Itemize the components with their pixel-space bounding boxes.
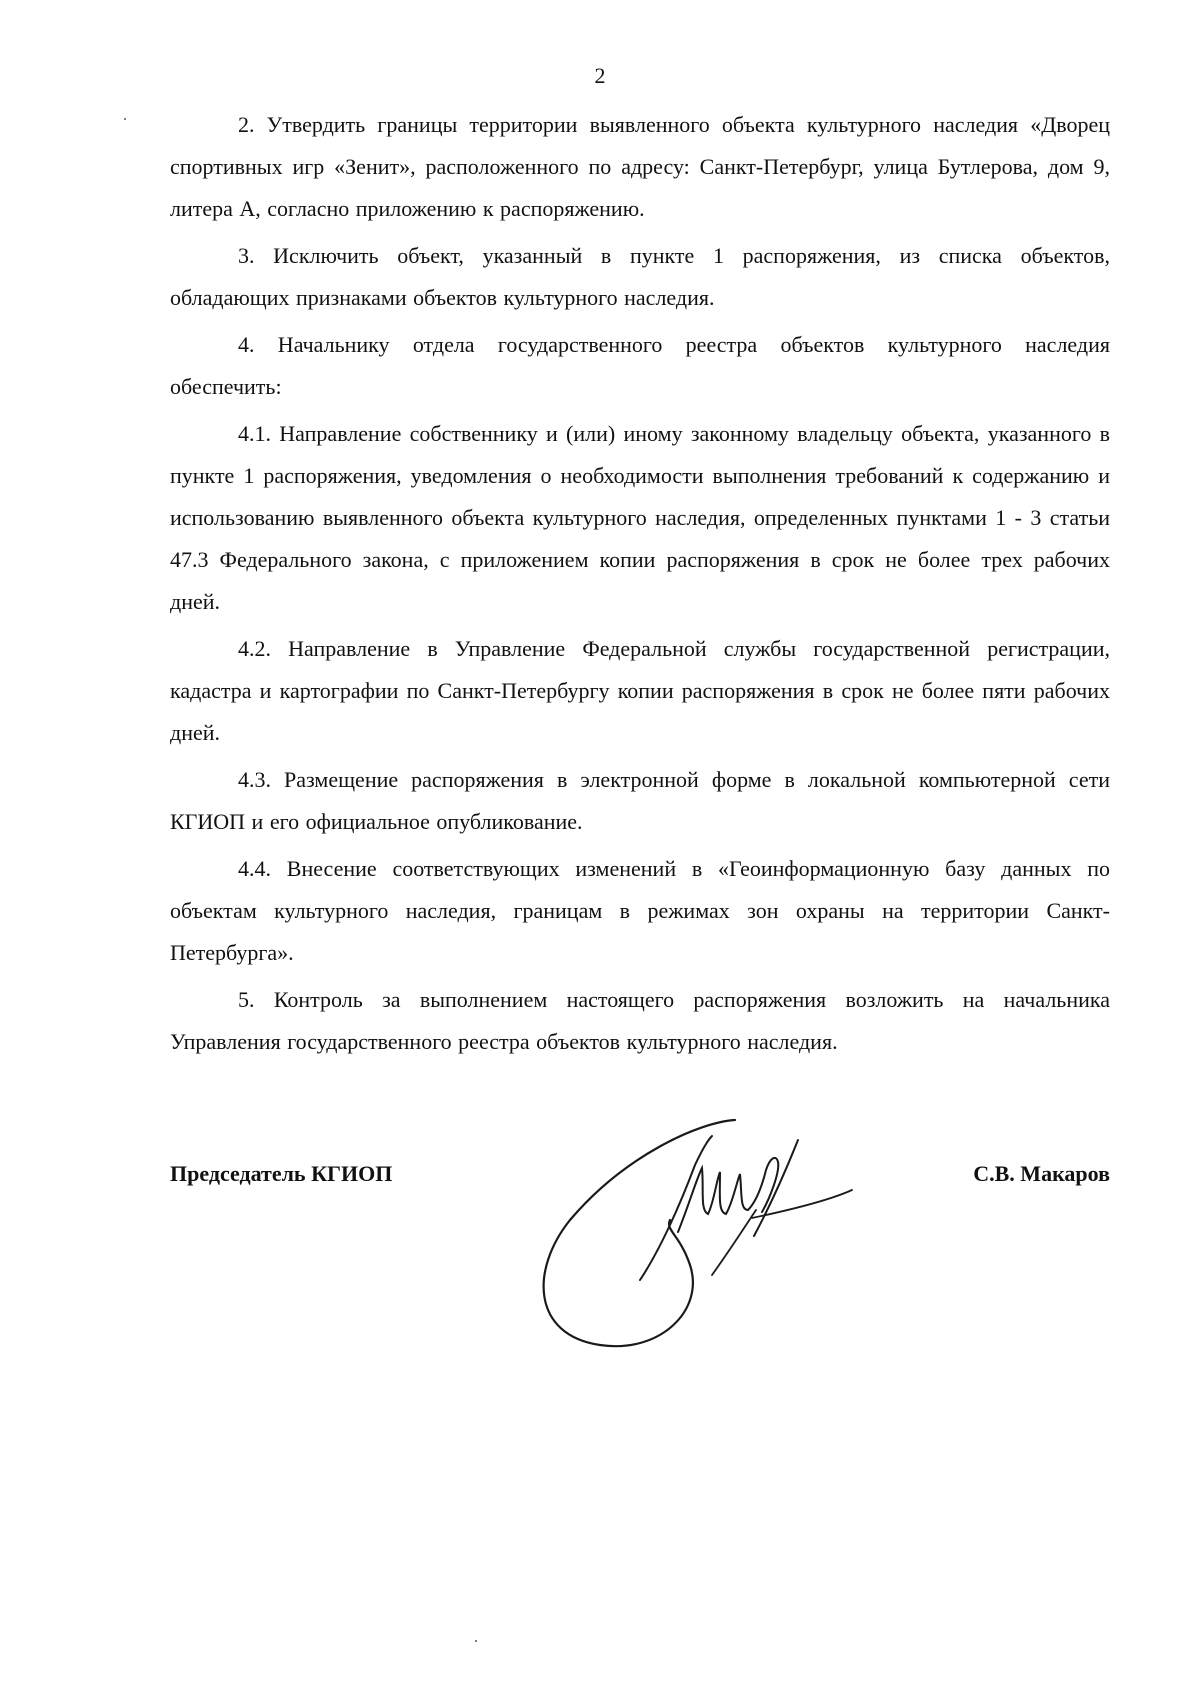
- scan-speck: [475, 1640, 477, 1642]
- signer-title: Председатель КГИОП: [170, 1161, 393, 1186]
- document-body: [170, 104, 1110, 1068]
- page-number: 2: [594, 63, 606, 88]
- paragraph-5: 5. Контроль за выполнением настоящего распоряжения возложить на начальника Управления государственного реестра объектов культурного наследия.: [170, 987, 1110, 1054]
- paragraph-3: 3. Исключить объект, указанный в пункте 1 распоряжения, из списка объектов, обладающих признаками объектов культурного наследия.: [170, 243, 1110, 310]
- paragraph-4: 4. Начальнику отдела государственного реестра объектов культурного наследия обеспечить:: [170, 332, 1110, 399]
- paragraph-4-1: 4.1. Направление собственнику и (или) иному законному владельцу объекта, указанного в пункте 1 распоряжения, уведомления о необходимости выполнения требований к содержанию и использованию выявленного объекта культурного наследия, определенных пунктами 1 - 3 статьи 47.3 Федерального закона, с приложением копии распоряжения в срок не более трех рабочих дней.: [170, 421, 1110, 614]
- paragraph-2: 2. Утвердить границы территории выявленного объекта культурного наследия «Дворец спортивных игр «Зенит», расположенного по адресу: Санкт-Петербург, улица Бутлерова, дом 9, литера А, согласно приложению к распоряжению.: [170, 112, 1110, 221]
- paragraph-4-2: 4.2. Направление в Управление Федеральной службы государственной регистрации, кадастра и картографии по Санкт-Петербургу копии распоряжения в срок не более пяти рабочих дней.: [170, 636, 1110, 745]
- paragraph-4-4: 4.4. Внесение соответствующих изменений в «Геоинформационную базу данных по объектам культурного наследия, границам в режимах зон охраны на территории Санкт-Петербурга».: [170, 856, 1110, 965]
- paragraph-4-3: 4.3. Размещение распоряжения в электронной форме в локальной компьютерной сети КГИОП и его официальное опубликование.: [170, 767, 1110, 834]
- scan-speck: [124, 118, 126, 120]
- handwritten-signature: [530, 1110, 930, 1360]
- signer-name: С.В. Макаров: [973, 1161, 1110, 1186]
